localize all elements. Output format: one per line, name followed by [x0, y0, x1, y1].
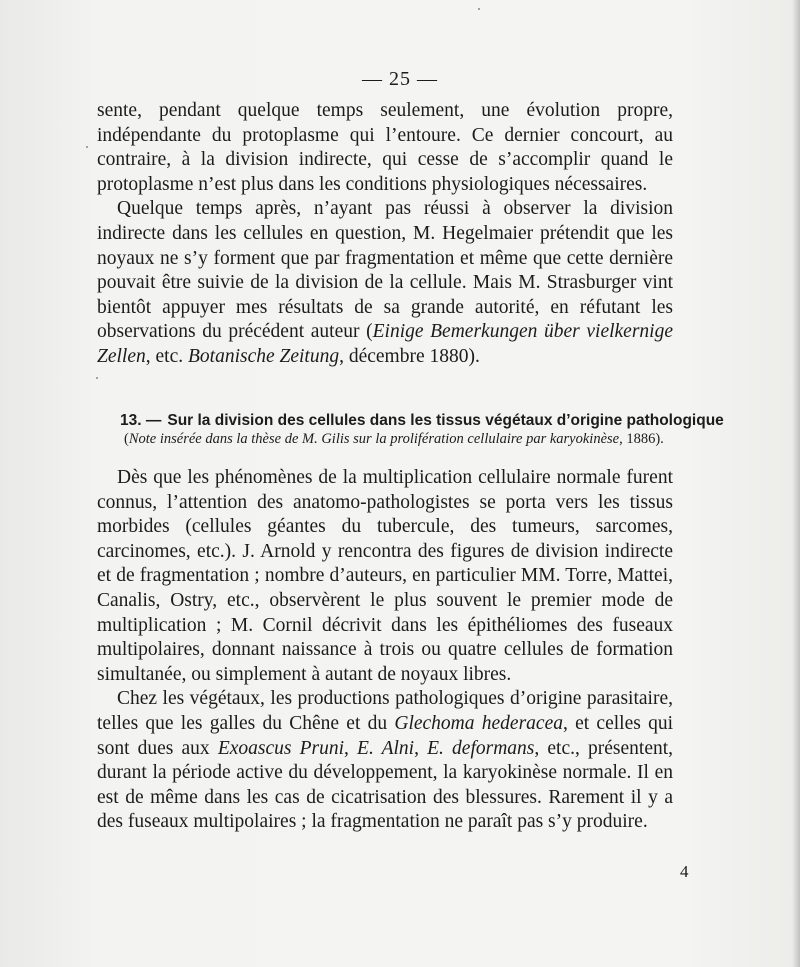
paragraph-text: Chez les végétaux, les productions pathologiques d’origine parasitaire, telles que les galles du Chêne et du [97, 688, 673, 734]
section-heading [120, 411, 724, 430]
paragraph-hegelmaier [97, 197, 673, 369]
paragraph-text: , et celles qui sont dues aux [97, 712, 673, 759]
paragraph-text: Quelque temps après, n’ayant pas réussi à observer la division indirecte dans les cellules en question, M. Hegelmaier prétendit que les noyaux ne s’y forment que par fragmentation et même que cette dernière pouvait être suivie de la division de la cellule. Mais M. Strasburger vint bientôt appuyer mes résultats de sa grande autorité, en réfutant les observations du précédent auteur ( [97, 198, 673, 343]
note-paren: ( [124, 431, 129, 447]
paragraph-text: , etc. [145, 345, 188, 367]
scan-speck [86, 146, 88, 148]
paragraph-continuation: sente, pendant quelque temps seulement, une évolution propre, indépendante du protoplasme qui l’entoure. Ce dernier concourt, au contraire, à la division indirecte, qui cesse de s’accomplir quand le protoplasme n’est plus dans les conditions physiologiques nécessaires. [97, 100, 673, 195]
paragraph-plants [97, 687, 673, 835]
page-number: — 25 — [362, 68, 438, 90]
note-text: Note insérée dans la thèse de M. Gilis sur la prolifération cellulaire par karyokinèse [128, 431, 620, 447]
citation-title: Einige Bemerkungen über vielkernige Zellen [97, 321, 673, 367]
signature-mark: 4 [680, 862, 689, 881]
separator: , [344, 737, 358, 759]
section-number: 13. — [120, 412, 162, 429]
bottom-text-block [97, 466, 673, 835]
top-text-block [97, 99, 673, 370]
paragraph-text: , etc., présentent, durant la période active du développement, la karyokinèse normale. Il en est de même dans les cas de cicatrisation des blessures. Rarement il y a des fuseaux multipolaires ; la fragmentation ne paraît pas s’y produire. [97, 737, 674, 833]
separator: , [414, 737, 428, 759]
scan-speck [96, 377, 98, 379]
section-note [124, 430, 676, 449]
species-name: Glechoma hederacea [394, 712, 563, 734]
scan-speck [478, 8, 480, 10]
paragraph-pathology: Dès que les phénomènes de la multiplication cellulaire normale furent connus, l’attention des anatomo-pathologistes se porta vers les tissus morbides (cellules géantes du tubercule, des tumeurs, sarcomes, carcinomes, etc.). J. Arnold y rencontra des figures de division indirecte et de fragmentation ; nombre d’auteurs, en particulier MM. Torre, Mattei, Canalis, Ostry, etc., observèrent le plus souvent le premier mode de multiplication ; M. Cornil décrivit dans les épithéliomes des fuseaux multipolaires, donnant naissance à trois ou quatre cellules de formation simultanée, ou simplement à autant de noyaux libres. [97, 467, 673, 685]
journal-title: Botanische Zeitung [187, 345, 340, 367]
page-edge-shadow [792, 0, 800, 967]
paragraph-text: , décembre 1880). [339, 345, 480, 367]
section-title: Sur la division des cellules dans les tissus végétaux d’origine pathologique [167, 412, 724, 429]
species-name: E. Alni [357, 737, 415, 759]
species-name: Exoascus Pruni [217, 737, 345, 759]
species-name: E. deformans [427, 737, 535, 759]
note-year: , 1886). [619, 431, 664, 447]
